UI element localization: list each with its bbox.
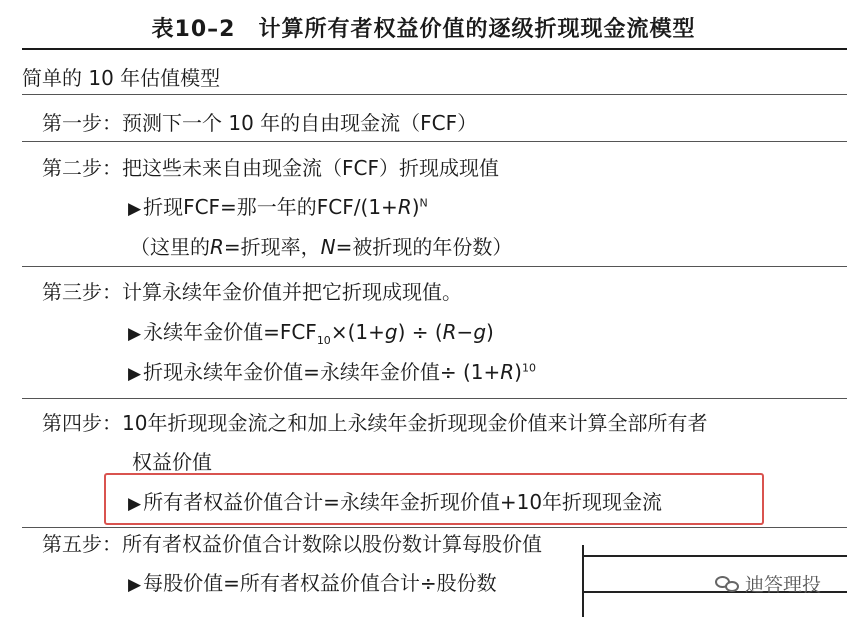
divider-3 <box>22 398 847 399</box>
divider-2 <box>22 266 847 267</box>
formula-discounted-perpetuity: ▶ 折现永续年金价值=永续年金价值÷ $(1+R)^{10}$ <box>128 360 536 384</box>
subtitle-rule <box>22 94 847 95</box>
bullet-icon: ▶ <box>128 199 142 219</box>
watermark-text: 迪答理投 <box>744 574 821 596</box>
formula-total-equity: ▶ 所有者权益价值合计=永续年金折现价值+10年折现现金流 <box>128 490 663 514</box>
wechat-icon <box>715 574 741 594</box>
step-2: 第二步：把这些未来自由现金流（FCF）折现成现值 <box>42 156 499 180</box>
bullet-icon: ▶ <box>128 324 142 344</box>
formula-note: （这里的R=折现率，N=被折现的年份数） <box>130 235 513 259</box>
table-title: 表10–2 计算所有者权益价值的逐级折现现金流模型 <box>151 17 696 42</box>
formula-perpetuity-value: ▶ 永续年金价值$=FCF_{10}\times(1+g) \div (R-g)$ <box>128 320 494 347</box>
title-rule <box>22 48 847 50</box>
formula-discount-fcf: ▶ 折现FCF=那一年的FCF/$(1+R)^N$ <box>128 195 428 219</box>
watermark <box>715 570 821 597</box>
bullet-icon: ▶ <box>128 494 142 514</box>
bullet-icon: ▶ <box>128 364 142 384</box>
step-4-continued: 权益价值 <box>132 450 212 474</box>
step-5: 第五步：所有者权益价值合计数除以股份数计算每股价值 <box>42 532 542 556</box>
step-3: 第三步：计算永续年金价值并把它折现成现值。 <box>42 280 462 304</box>
bullet-icon: ▶ <box>128 575 142 595</box>
divider-1 <box>22 141 847 142</box>
step-4: 第四步：10年折现现金流之和加上永续年金折现现金价值来计算全部所有者 <box>42 411 708 435</box>
table-subtitle: 简单的 10 年估值模型 <box>22 66 221 90</box>
step-1: 第一步：预测下一个 10 年的自由现金流（FCF） <box>42 111 478 135</box>
formula-per-share-value: ▶ 每股价值=所有者权益价值合计÷股份数 <box>128 571 497 595</box>
